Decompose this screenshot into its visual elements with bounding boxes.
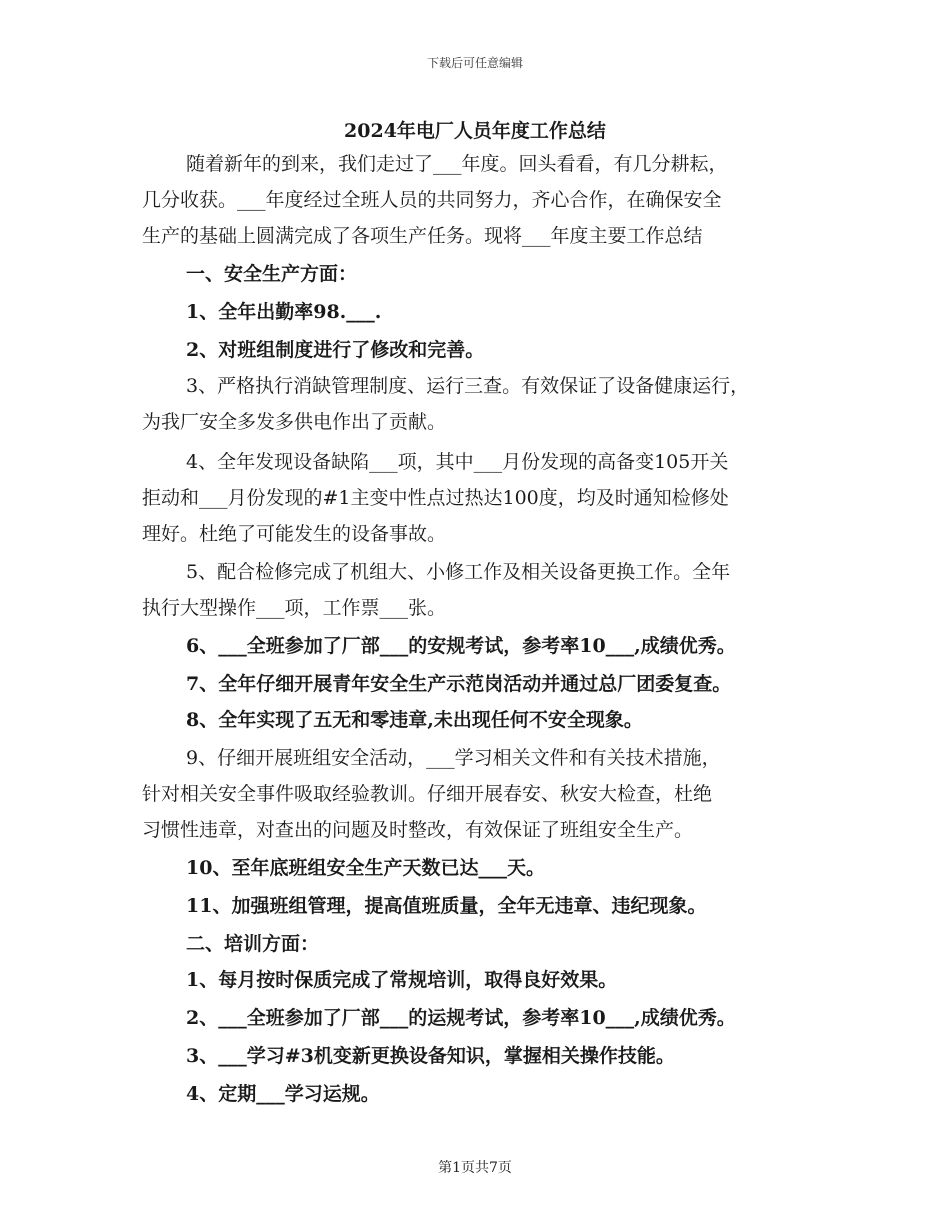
list-item: 4、全年发现设备缺陷___项，其中___月份发现的高备变105开关 [186,451,729,473]
paragraph-line: 理好。杜绝了可能发生的设备事故。 [142,523,447,545]
list-item: 1、每月按时保质完成了常规培训，取得良好效果。 [186,969,618,991]
paragraph-line: 为我厂安全多发多供电作出了贡献。 [142,411,447,433]
paragraph-line: 生产的基础上圆满完成了各项生产任务。现将___年度主要工作总结 [142,225,703,247]
paragraph-line: 随着新年的到来，我们走过了___年度。回头看看，有几分耕耘， [186,153,728,175]
list-item: 3、严格执行消缺管理制度、运行三查。有效保证了设备健康运行， [186,375,750,397]
section-heading: 二、培训方面： [186,933,320,955]
list-item: 4、定期___学习运规。 [186,1083,380,1105]
paragraph-line: 拒动和___月份发现的#1主变中性点过热达100度，均及时通知检修处 [142,487,729,509]
doc-title: 2024年电厂人员年度工作总结 [344,120,606,142]
list-item: 3、___学习#3机变新更换设备知识，掌握相关操作技能。 [186,1045,675,1067]
list-item: 7、全年仔细开展青年安全生产示范岗活动并通过总厂团委复查。 [186,673,732,695]
section-heading: 一、安全生产方面： [186,263,358,285]
list-item: 1、全年出勤率98.___. [186,301,382,323]
header-note: 下载后可任意编辑 [426,56,523,70]
paragraph-line: 执行大型操作___项，工作票___张。 [142,597,447,619]
list-item: 2、对班组制度进行了修改和完善。 [186,339,485,361]
list-item: 6、___全班参加了厂部___的安规考试，参考率10___,成绩优秀。 [186,635,736,657]
paragraph-line: 针对相关安全事件吸取经验教训。仔细开展春安、秋安大检查，杜绝 [142,783,713,805]
list-item: 5、配合检修完成了机组大、小修工作及相关设备更换工作。全年 [186,561,731,583]
list-item: 2、___全班参加了厂部___的运规考试，参考率10___,成绩优秀。 [186,1007,736,1029]
paragraph-line: 习惯性违章，对查出的问题及时整改，有效保证了班组安全生产。 [142,819,694,841]
page-footer: 第1页共7页 [438,1160,512,1176]
list-item: 9、仔细开展班组安全活动，___学习相关文件和有关技术措施， [186,747,721,769]
list-item: 11、加强班组管理，提高值班质量，全年无违章、违纪现象。 [186,895,707,917]
paragraph-line: 几分收获。___年度经过全班人员的共同努力，齐心合作，在确保安全 [142,189,722,211]
list-item: 10、至年底班组安全生产天数已达___天。 [186,857,545,879]
list-item: 8、全年实现了五无和零违章,未出现任何不安全现象。 [186,709,643,731]
